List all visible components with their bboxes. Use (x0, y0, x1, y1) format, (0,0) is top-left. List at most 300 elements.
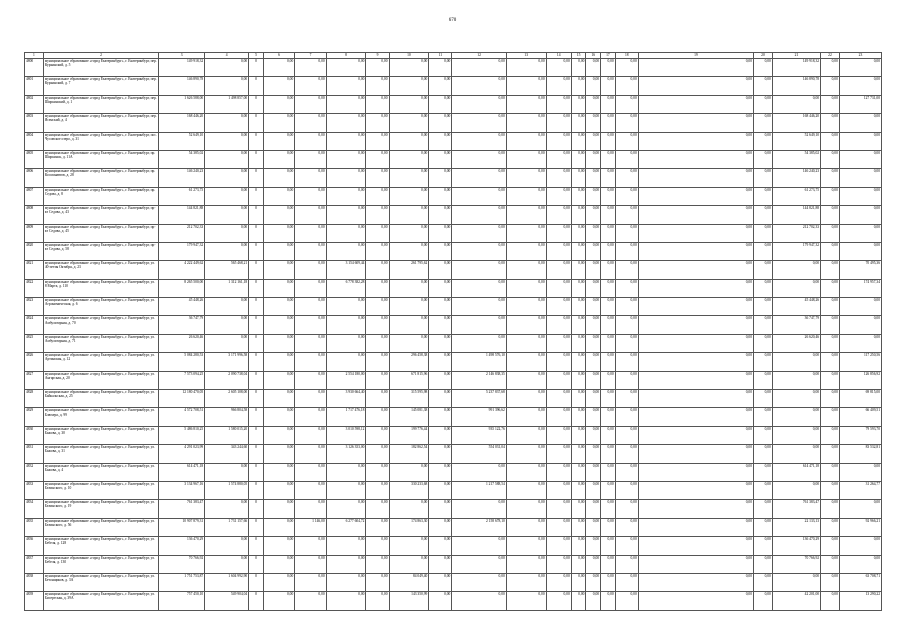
value-cell: 0,00 (506, 59, 546, 77)
address-cell: муниципальное образование «город Екатеринбург», г. Екатеринбург, ул. Амбулаторная, д. 71 (43, 334, 158, 352)
value-cell: 0,00 (506, 132, 546, 150)
value-cell: 0,00 (571, 555, 586, 573)
value-cell: 0,00 (326, 463, 366, 481)
value-cell: 2 090 738,04 (205, 371, 249, 389)
value-cell: 0,00 (601, 187, 616, 205)
value-cell: 0,00 (506, 390, 546, 408)
value-cell: 0,00 (772, 408, 820, 426)
value-cell: 0,00 (452, 114, 506, 132)
row-number-cell: 4806 (25, 169, 44, 187)
value-cell: 0,00 (571, 592, 586, 610)
value-cell: 1 731 157,66 (205, 518, 249, 536)
table-row (25, 408, 882, 426)
value-cell: 0 (249, 279, 264, 297)
value-cell: 0,00 (205, 316, 249, 334)
table-row (25, 77, 882, 95)
value-cell: 0,00 (205, 150, 249, 168)
value-cell: 149 918,32 (772, 59, 820, 77)
value-cell: 0,00 (571, 334, 586, 352)
value-cell: 0,00 (366, 408, 389, 426)
value-cell: 0,00 (586, 261, 601, 279)
value-cell: 0,00 (754, 279, 773, 297)
value-cell: 0,00 (506, 206, 546, 224)
value-cell: 0,00 (506, 150, 546, 168)
value-cell: 0,00 (389, 114, 429, 132)
value-cell: 296 458,38 (389, 353, 429, 371)
value-cell: 0,00 (366, 298, 389, 316)
value-cell: 0,00 (615, 463, 638, 481)
value-cell: 52 649,10 (772, 132, 820, 150)
value-cell: 0,00 (615, 114, 638, 132)
value-cell: 0,00 (615, 408, 638, 426)
table-row (25, 555, 882, 573)
value-cell: 0,00 (326, 224, 366, 242)
value-cell: 0,00 (586, 500, 601, 518)
value-cell: 0 (249, 408, 264, 426)
value-cell: 0,00 (571, 279, 586, 297)
value-cell: 0,00 (586, 206, 601, 224)
value-cell: 0,00 (754, 261, 773, 279)
value-cell: 0,00 (821, 95, 840, 113)
value-cell: 84 049,40 (389, 573, 429, 591)
value-cell: 1 604 992,90 (205, 573, 249, 591)
value-cell: 36 747,79 (159, 316, 205, 334)
value-cell: 0,00 (366, 169, 389, 187)
value-cell: 0,00 (429, 206, 452, 224)
value-cell: 0,00 (638, 481, 753, 499)
value-cell: 0,00 (615, 500, 638, 518)
value-cell: 0 (249, 481, 264, 499)
value-cell: 0,00 (615, 353, 638, 371)
value-cell: 0,00 (601, 408, 616, 426)
value-cell: 0,00 (452, 279, 506, 297)
value-cell: 0,00 (615, 334, 638, 352)
table-row (25, 298, 882, 316)
row-number-cell: 4829 (25, 408, 44, 426)
value-cell: 0,00 (638, 169, 753, 187)
value-cell: 0,00 (295, 408, 326, 426)
value-cell: 0,00 (452, 316, 506, 334)
value-cell: 0,00 (506, 371, 546, 389)
value-cell: 1 146,00 (295, 518, 326, 536)
table-row (25, 426, 882, 444)
value-cell: 0,00 (263, 279, 294, 297)
value-cell: 0,00 (366, 261, 389, 279)
value-cell: 0,00 (821, 481, 840, 499)
value-cell: 0,00 (638, 150, 753, 168)
value-cell: 0,00 (821, 298, 840, 316)
value-cell: 3 154 609,44 (326, 261, 366, 279)
value-cell: 0,00 (506, 592, 546, 610)
value-cell: 0,00 (429, 592, 452, 610)
value-cell: 0,00 (839, 77, 881, 95)
value-cell: 0,00 (615, 77, 638, 95)
value-cell: 0,00 (601, 95, 616, 113)
value-cell: 61 273,75 (159, 187, 205, 205)
table-row (25, 371, 882, 389)
value-cell: 0,00 (205, 224, 249, 242)
table-row (25, 463, 882, 481)
row-number-cell: 4836 (25, 537, 44, 555)
value-cell: 1 574 880,05 (205, 481, 249, 499)
value-cell: 0,00 (601, 592, 616, 610)
value-cell: 12 180 470,05 (159, 390, 205, 408)
row-number-cell: 4822 (25, 279, 44, 297)
value-cell: 0,00 (429, 316, 452, 334)
value-cell: 0,00 (754, 426, 773, 444)
table-row (25, 150, 882, 168)
value-cell: 0,00 (263, 114, 294, 132)
value-cell: 0 (249, 150, 264, 168)
value-cell: 22 133,13 (772, 518, 820, 536)
value-cell: 0,00 (452, 206, 506, 224)
value-cell: 0 (249, 77, 264, 95)
value-cell: 0,00 (546, 445, 571, 463)
value-cell: 174 957,34 (839, 279, 881, 297)
value-cell: 0,00 (754, 390, 773, 408)
value-cell: 0,00 (263, 316, 294, 334)
value-cell: 0,00 (601, 169, 616, 187)
value-cell: 0,00 (586, 169, 601, 187)
value-cell: 0,00 (506, 353, 546, 371)
column-number: 12 (452, 53, 506, 59)
value-cell: 0,00 (326, 334, 366, 352)
value-cell: 0,00 (389, 169, 429, 187)
value-cell: 0,00 (429, 132, 452, 150)
column-number: 7 (295, 53, 326, 59)
table-row (25, 95, 882, 113)
value-cell: 0,00 (366, 426, 389, 444)
value-cell: 0,00 (452, 95, 506, 113)
value-cell: 0,00 (821, 150, 840, 168)
value-cell: 0 (249, 224, 264, 242)
value-cell: 0,00 (586, 279, 601, 297)
value-cell: 0,00 (586, 390, 601, 408)
table-row (25, 334, 882, 352)
value-cell: 0,00 (586, 59, 601, 77)
value-cell: 0,00 (601, 59, 616, 77)
value-cell: 0,00 (366, 77, 389, 95)
value-cell: 0,00 (821, 316, 840, 334)
value-cell: 0,00 (506, 408, 546, 426)
value-cell: 42 201,00 (772, 592, 820, 610)
value-cell: 83 532,81 (839, 445, 881, 463)
value-cell: 0,00 (452, 573, 506, 591)
value-cell: 614 471,18 (159, 463, 205, 481)
value-cell: 212 702,33 (772, 224, 820, 242)
value-cell: 0,00 (452, 150, 506, 168)
value-cell: 0,00 (506, 114, 546, 132)
value-cell: 0,00 (205, 187, 249, 205)
value-cell: 0,00 (366, 518, 389, 536)
value-cell: 0,00 (366, 481, 389, 499)
value-cell: 0,00 (821, 114, 840, 132)
value-cell: 0,00 (326, 481, 366, 499)
value-cell: 0,00 (839, 150, 881, 168)
value-cell: 0,00 (571, 206, 586, 224)
value-cell: 0,00 (506, 169, 546, 187)
value-cell: 0,00 (295, 187, 326, 205)
value-cell: 0,00 (638, 187, 753, 205)
value-cell: 0,00 (205, 169, 249, 187)
value-cell: 0 (249, 463, 264, 481)
value-cell: 0,00 (506, 445, 546, 463)
value-cell: 0,00 (601, 445, 616, 463)
value-cell: 26 620,46 (772, 334, 820, 352)
value-cell: 0,00 (615, 169, 638, 187)
value-cell: 0,00 (429, 445, 452, 463)
value-cell: 0,00 (839, 169, 881, 187)
value-cell: 0,00 (571, 537, 586, 555)
value-cell: 0,00 (546, 592, 571, 610)
column-number: 15 (571, 53, 586, 59)
value-cell: 0 (249, 187, 264, 205)
table-row (25, 390, 882, 408)
table-row (25, 187, 882, 205)
value-cell: 0,00 (506, 95, 546, 113)
value-cell: 0,00 (601, 206, 616, 224)
value-cell: 0,00 (205, 242, 249, 260)
value-cell: 0,00 (638, 206, 753, 224)
value-cell: 0,00 (263, 555, 294, 573)
value-cell: 0,00 (295, 334, 326, 352)
value-cell: 0,00 (571, 59, 586, 77)
value-cell: 0 (249, 261, 264, 279)
value-cell: 0,00 (506, 298, 546, 316)
value-cell: 0 (249, 59, 264, 77)
value-cell: 0 (249, 353, 264, 371)
value-cell: 0,00 (571, 390, 586, 408)
value-cell: 0,00 (638, 59, 753, 77)
value-cell: 0 (249, 132, 264, 150)
value-cell: 0,00 (586, 408, 601, 426)
value-cell: 92 966,21 (839, 518, 881, 536)
value-cell: 31 264,77 (839, 481, 881, 499)
value-cell: 0,00 (615, 95, 638, 113)
value-cell: 0,00 (429, 279, 452, 297)
value-cell: 0,00 (638, 463, 753, 481)
value-cell: 0,00 (638, 390, 753, 408)
value-cell: 0,00 (571, 132, 586, 150)
value-cell: 0,00 (546, 334, 571, 352)
value-cell: 0,00 (263, 77, 294, 95)
value-cell: 0,00 (754, 114, 773, 132)
value-cell: 0,00 (754, 169, 773, 187)
value-cell: 315 595,98 (389, 390, 429, 408)
value-cell: 0,00 (546, 77, 571, 95)
value-cell: 330 233,68 (389, 481, 429, 499)
address-cell: муниципальное образование «город Екатеринбург», г. Екатеринбург, пр. Седова, д. 8 (43, 187, 158, 205)
value-cell: 0,00 (326, 353, 366, 371)
value-cell: 0,00 (754, 298, 773, 316)
value-cell: 36 747,79 (772, 316, 820, 334)
value-cell: 0,00 (772, 426, 820, 444)
value-cell: 143 350,99 (389, 592, 429, 610)
value-cell: 0,00 (601, 518, 616, 536)
value-cell: 3 010 598,12 (326, 426, 366, 444)
value-cell: 0,00 (638, 518, 753, 536)
column-number: 18 (615, 53, 638, 59)
value-cell: 0,00 (366, 132, 389, 150)
value-cell: 0,00 (638, 426, 753, 444)
value-cell: 0 (249, 518, 264, 536)
value-cell: 261 795,62 (389, 261, 429, 279)
value-cell: 0,00 (263, 537, 294, 555)
value-cell: 0,00 (205, 132, 249, 150)
value-cell: 0,00 (546, 316, 571, 334)
value-cell: 0,00 (638, 353, 753, 371)
value-cell: 45 448,26 (159, 298, 205, 316)
value-cell: 0,00 (638, 445, 753, 463)
value-cell: 0,00 (601, 573, 616, 591)
value-cell: 0,00 (546, 426, 571, 444)
value-cell: 0,00 (429, 537, 452, 555)
value-cell: 0,00 (821, 390, 840, 408)
value-cell: 126 856,92 (839, 371, 881, 389)
value-cell: 0,00 (506, 426, 546, 444)
value-cell: 0,00 (366, 242, 389, 260)
row-number-cell: 4824 (25, 316, 44, 334)
value-cell: 0,00 (615, 555, 638, 573)
value-cell: 146 240,23 (159, 169, 205, 187)
value-cell: 0,00 (615, 537, 638, 555)
value-cell: 0,00 (772, 390, 820, 408)
row-number-cell: 4803 (25, 114, 44, 132)
value-cell: 0,00 (546, 390, 571, 408)
value-cell: 3 126 353,00 (326, 445, 366, 463)
column-number: 1 (25, 53, 44, 59)
value-cell: 70 766,92 (772, 555, 820, 573)
value-cell: 0,00 (638, 555, 753, 573)
value-cell: 0,00 (754, 481, 773, 499)
value-cell: 0,00 (586, 150, 601, 168)
value-cell: 0,00 (429, 95, 452, 113)
value-cell: 0,00 (571, 518, 586, 536)
value-cell: 0,00 (452, 242, 506, 260)
value-cell: 0,00 (366, 334, 389, 352)
table-row (25, 261, 882, 279)
value-cell: 63 708,71 (839, 573, 881, 591)
value-cell: 0,00 (772, 279, 820, 297)
table-row (25, 500, 882, 518)
value-cell: 0,00 (366, 537, 389, 555)
value-cell: 0,00 (326, 537, 366, 555)
value-cell: 0,00 (839, 316, 881, 334)
value-cell: 0,00 (586, 132, 601, 150)
value-cell: 0,00 (263, 426, 294, 444)
value-cell: 0,00 (615, 426, 638, 444)
value-cell: 0,00 (571, 408, 586, 426)
value-cell: 0,00 (754, 187, 773, 205)
value-cell: 0,00 (586, 242, 601, 260)
value-cell: 761 383,47 (772, 500, 820, 518)
value-cell: 0,00 (429, 187, 452, 205)
value-cell: 0,00 (546, 353, 571, 371)
value-cell: 0,00 (615, 390, 638, 408)
value-cell: 144 821,88 (772, 206, 820, 224)
value-cell: 0,00 (586, 573, 601, 591)
value-cell: 0,00 (638, 334, 753, 352)
value-cell: 0,00 (506, 279, 546, 297)
value-cell: 0,00 (389, 224, 429, 242)
value-cell: 0,00 (429, 481, 452, 499)
value-cell: 5 486 810,25 (159, 426, 205, 444)
data-table (24, 52, 882, 611)
row-number-cell: 4828 (25, 390, 44, 408)
value-cell: 0,00 (263, 224, 294, 242)
value-cell: 144 821,88 (159, 206, 205, 224)
value-cell: 0,00 (263, 242, 294, 260)
value-cell: 0,00 (205, 59, 249, 77)
table-row (25, 206, 882, 224)
value-cell: 146 890,78 (772, 77, 820, 95)
value-cell: 0,00 (601, 426, 616, 444)
table-row (25, 573, 882, 591)
value-cell: 0,00 (429, 242, 452, 260)
value-cell: 0,00 (326, 169, 366, 187)
value-cell: 0,00 (821, 77, 840, 95)
value-cell: 6 277 604,72 (326, 518, 366, 536)
value-cell: 2 146 838,35 (452, 371, 506, 389)
value-cell: 0,00 (571, 261, 586, 279)
value-cell: 136 470,29 (159, 537, 205, 555)
row-number-cell: 4825 (25, 334, 44, 352)
address-cell: муниципальное образование «город Екатеринбург», г. Екатеринбург, ул. Бажова, д. 30 (43, 426, 158, 444)
value-cell: 0,00 (754, 371, 773, 389)
value-cell: 0,00 (366, 187, 389, 205)
value-cell: 0,00 (452, 59, 506, 77)
value-cell: 0,00 (506, 261, 546, 279)
value-cell: 554 031,04 (452, 445, 506, 463)
address-cell: муниципальное образование «город Екатеринбург», г. Екатеринбург, ул. Амбулаторная, д. 70 (43, 316, 158, 334)
value-cell: 0,00 (506, 316, 546, 334)
value-cell: 0,00 (571, 463, 586, 481)
column-number: 14 (546, 53, 571, 59)
address-cell: муниципальное образование «город Екатеринбург», г. Екатеринбург, ул. Агрономическая, д. 6 (43, 298, 158, 316)
value-cell: 54 385,02 (159, 150, 205, 168)
value-cell: 0,00 (601, 500, 616, 518)
value-cell: 0,00 (772, 95, 820, 113)
value-cell: 0,00 (546, 261, 571, 279)
value-cell: 0,00 (263, 95, 294, 113)
value-cell: 991 396,62 (452, 408, 506, 426)
value-cell: 0,00 (601, 334, 616, 352)
value-cell: 0,00 (571, 150, 586, 168)
table-row (25, 59, 882, 77)
row-number-cell: 4807 (25, 187, 44, 205)
value-cell: 0,00 (839, 114, 881, 132)
value-cell: 0,00 (366, 279, 389, 297)
value-cell: 0,00 (506, 481, 546, 499)
value-cell: 0,00 (263, 390, 294, 408)
value-cell: 1 217 588,54 (452, 481, 506, 499)
value-cell: 0,00 (586, 353, 601, 371)
value-cell: 0,00 (586, 537, 601, 555)
value-cell: 0,00 (429, 169, 452, 187)
value-cell: 0 (249, 316, 264, 334)
value-cell: 0,00 (638, 500, 753, 518)
value-cell: 0,00 (754, 132, 773, 150)
value-cell: 0,00 (366, 592, 389, 610)
value-cell: 0,00 (452, 592, 506, 610)
value-cell: 136 470,29 (772, 537, 820, 555)
value-cell: 0,00 (772, 261, 820, 279)
table-row (25, 445, 882, 463)
value-cell: 0,00 (571, 426, 586, 444)
address-cell: муниципальное образование «город Екатеринбург», г. Екатеринбург, ул. 40-летия Октября, д. 23 (43, 261, 158, 279)
value-cell: 757 450,10 (159, 592, 205, 610)
value-cell: 4 222 449,62 (159, 261, 205, 279)
